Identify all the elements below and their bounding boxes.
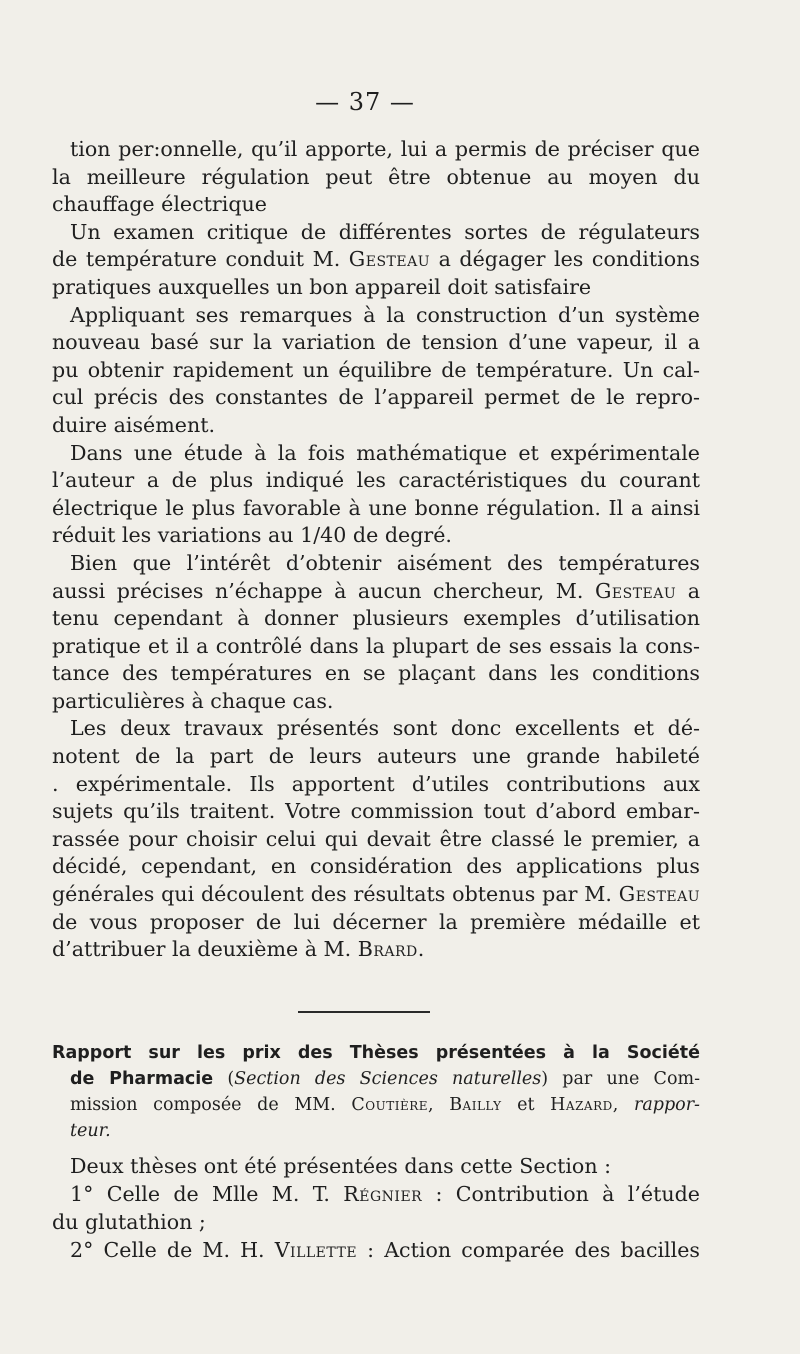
text-line: Un examen critique de différentes sortes de régulateurs: [70, 219, 700, 244]
thesis-1-title: : Contribution à l’étude: [422, 1182, 700, 1206]
report-title-text: Rapport sur les prix des Thèses présentées à la Société: [52, 1043, 700, 1063]
text-line: l’auteur a de plus indiqué les caractéristiques du courant: [52, 468, 700, 493]
author-name: Brard: [357, 937, 418, 962]
text-line: Appliquant ses remarques à la construction d’un système: [70, 302, 700, 327]
text-line: cul précis des constantes de l’appareil permet de le repro-: [52, 385, 700, 410]
text-line: notent de la part de leurs auteurs une grande habileté: [52, 744, 700, 769]
author-name: Gesteau: [594, 578, 677, 603]
report-heading: [52, 1040, 700, 1144]
main-text: [52, 136, 700, 964]
report-title-rest: par une Com-: [548, 1069, 700, 1089]
text-line: sujets qu’ils traitent. Votre commission tout d’abord embar-: [52, 799, 700, 824]
report-member-2: Bailly: [449, 1095, 502, 1115]
text-line: Dans une étude à la fois mathématique et expérimentale: [70, 440, 700, 465]
report-title-bold: de Pharmacie: [70, 1069, 214, 1089]
report-title-line-3: mission composée de MM. Coutière, Bailly et Hazard, rappor-: [70, 1095, 700, 1115]
text-line: tenu cependant à donner plusieurs exemples d’utilisation: [52, 606, 700, 631]
thesis-1-author: Régnier: [343, 1182, 423, 1206]
thesis-item-1: [52, 1180, 700, 1208]
text-line: de température conduit M. Gesteau a dégager les conditions: [52, 247, 700, 272]
thesis-2-title: : Action comparée des bacilles: [357, 1238, 700, 1262]
text-line: pu obtenir rapidement un équilibre de température. Un cal-: [52, 357, 700, 382]
report-rapporteur: rappor-: [633, 1095, 700, 1115]
report-title-line-1: [52, 1040, 700, 1066]
report-section-name: Section des Sciences naturelles: [234, 1069, 542, 1089]
report-title-line-4: teur.: [70, 1121, 111, 1141]
section-divider: [298, 1011, 430, 1013]
text-line: nouveau basé sur la variation de tension d’une vapeur, il a: [52, 330, 700, 355]
text-line: la meilleure régulation peut être obtenue au moyen du: [52, 164, 700, 189]
text-line: d’attribuer la deuxième à M. Brard.: [52, 937, 425, 962]
text-line: Les deux travaux présentés sont donc excellents et dé-: [70, 716, 700, 741]
report-commission: mission composée de MM.: [70, 1095, 352, 1115]
text-line: pratiques auxquelles un bon appareil doit satisfaire: [52, 274, 592, 299]
thesis-1-prefix: 1° Celle de Mlle M. T.: [70, 1182, 344, 1206]
text-line: décidé, cependant, en considération des applications plus: [52, 854, 700, 879]
page-number: — 37 —: [315, 88, 415, 116]
author-name: Gesteau: [348, 247, 431, 272]
thesis-2-author: Villette: [274, 1238, 358, 1262]
text-line: tion per:onnelle, qu’il apporte, lui a permis de préciser que: [70, 137, 700, 161]
theses-intro: Deux thèses ont été présentées dans cette Section :: [70, 1154, 612, 1178]
report-title-line-2: de Pharmacie (Section des Sciences naturelles) par une Com-: [70, 1069, 700, 1089]
thesis-2-prefix: 2° Celle de M. H.: [70, 1238, 275, 1262]
text-line: aussi précises n’échappe à aucun chercheur, M. Gesteau a: [52, 578, 700, 603]
theses-list: [52, 1152, 700, 1264]
text-line: électrique le plus favorable à une bonne régulation. Il a ainsi: [52, 495, 700, 520]
text-line: générales qui découlent des résultats obtenus par M. Gesteau: [52, 882, 700, 907]
thesis-item-1-cont: du glutathion ;: [52, 1210, 206, 1234]
thesis-item-2: [52, 1236, 700, 1264]
text-line: rassée pour choisir celui qui devait être classé le premier, a: [52, 826, 700, 851]
report-member-1: Coutière: [351, 1095, 428, 1115]
text-line: . expérimentale. Ils apportent d’utiles contributions aux: [52, 771, 700, 796]
text-line: particulières à chaque cas.: [52, 688, 334, 713]
text-line: de vous proposer de lui décerner la première médaille et: [52, 909, 700, 934]
author-name: Gesteau: [618, 882, 700, 907]
text-line: tance des températures en se plaçant dans les conditions: [52, 661, 700, 686]
text-line: pratique et il a contrôlé dans la plupart de ses essais la cons-: [52, 633, 700, 658]
text-line: réduit les variations au 1/40 de degré.: [52, 523, 452, 548]
report-member-3: Hazard: [550, 1095, 613, 1115]
text-line: duire aisément.: [52, 412, 216, 437]
text-line: Bien que l’intérêt d’obtenir aisément des températures: [70, 550, 700, 575]
text-line: chauffage électrique: [52, 192, 267, 217]
